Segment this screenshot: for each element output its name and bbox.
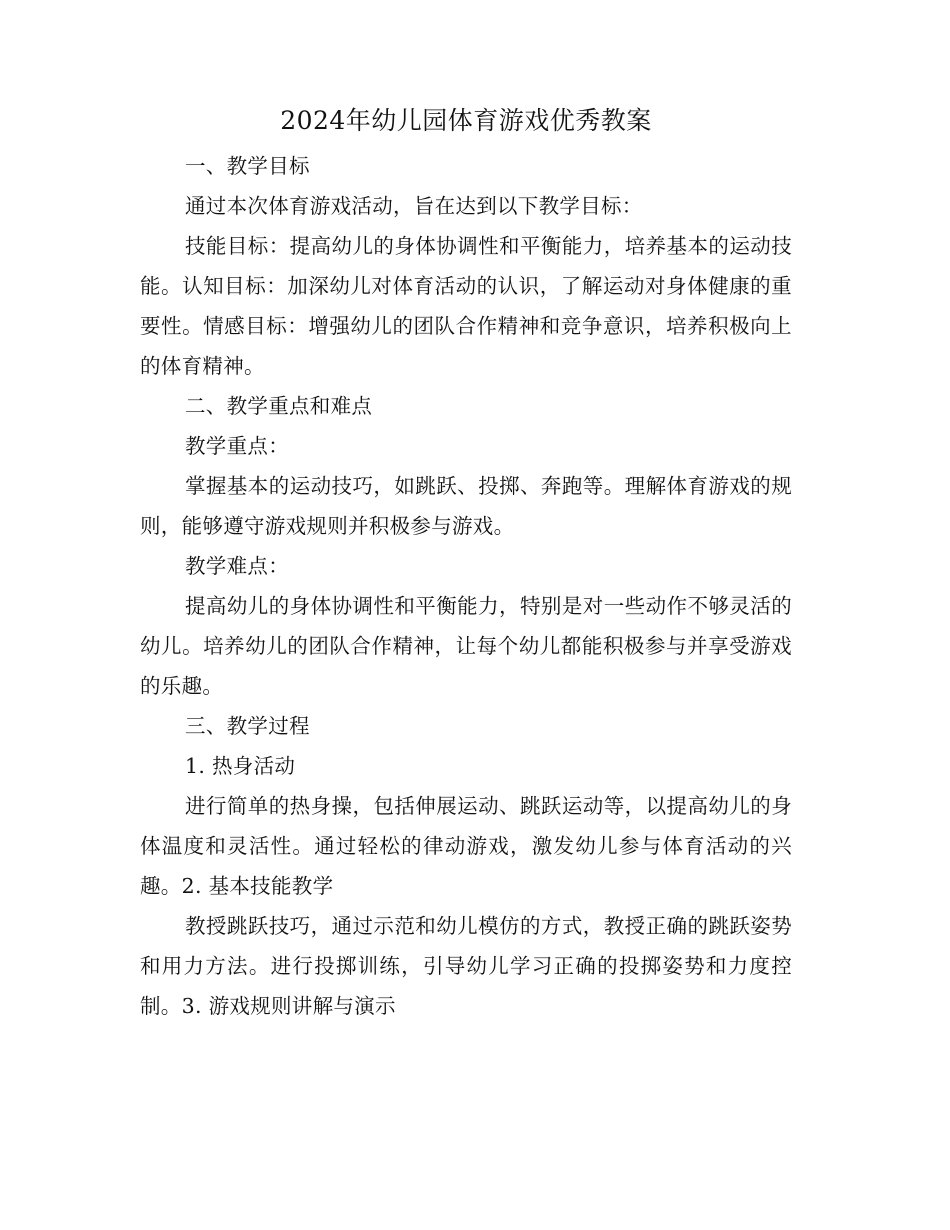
subheading-key-points: 教学重点： — [185, 434, 289, 458]
section-heading-process: 三、教学过程 — [185, 714, 310, 738]
paragraph-skill-teaching: 教授跳跃技巧，通过示范和幼儿模仿的方式，教授正确的跳跃姿势和用力方法。进行投掷训练，引导幼儿学习正确的投掷姿势和力度控制。3. 游戏规则讲解与演示 — [140, 914, 792, 1018]
document-body — [140, 98, 792, 1026]
subheading-warmup: 1. 热身活动 — [185, 754, 296, 778]
paragraph-objectives-intro: 通过本次体育游戏活动，旨在达到以下教学目标： — [185, 194, 643, 218]
section-heading-key-points: 二、教学重点和难点 — [185, 394, 373, 418]
section-heading-objectives: 一、教学目标 — [185, 154, 310, 178]
paragraph-objectives-detail: 技能目标：提高幼儿的身体协调性和平衡能力，培养基本的运动技能。认知目标：加深幼儿对体育活动的认识，了解运动对身体健康的重要性。情感目标：增强幼儿的团队合作精神和竞争意识，培养积极向上的体育精神。 — [140, 234, 792, 378]
document-title: 2024年幼儿园体育游戏优秀教案 — [280, 106, 652, 135]
paragraph-warmup: 进行简单的热身操，包括伸展运动、跳跃运动等，以提高幼儿的身体温度和灵活性。通过轻松的律动游戏，激发幼儿参与体育活动的兴趣。2. 基本技能教学 — [140, 794, 792, 898]
paragraph-difficulties: 提高幼儿的身体协调性和平衡能力，特别是对一些动作不够灵活的幼儿。培养幼儿的团队合作精神，让每个幼儿都能积极参与并享受游戏的乐趣。 — [140, 594, 792, 698]
paragraph-key-points: 掌握基本的运动技巧，如跳跃、投掷、奔跑等。理解体育游戏的规则，能够遵守游戏规则并积极参与游戏。 — [140, 474, 792, 538]
subheading-difficulties: 教学难点： — [185, 554, 289, 578]
